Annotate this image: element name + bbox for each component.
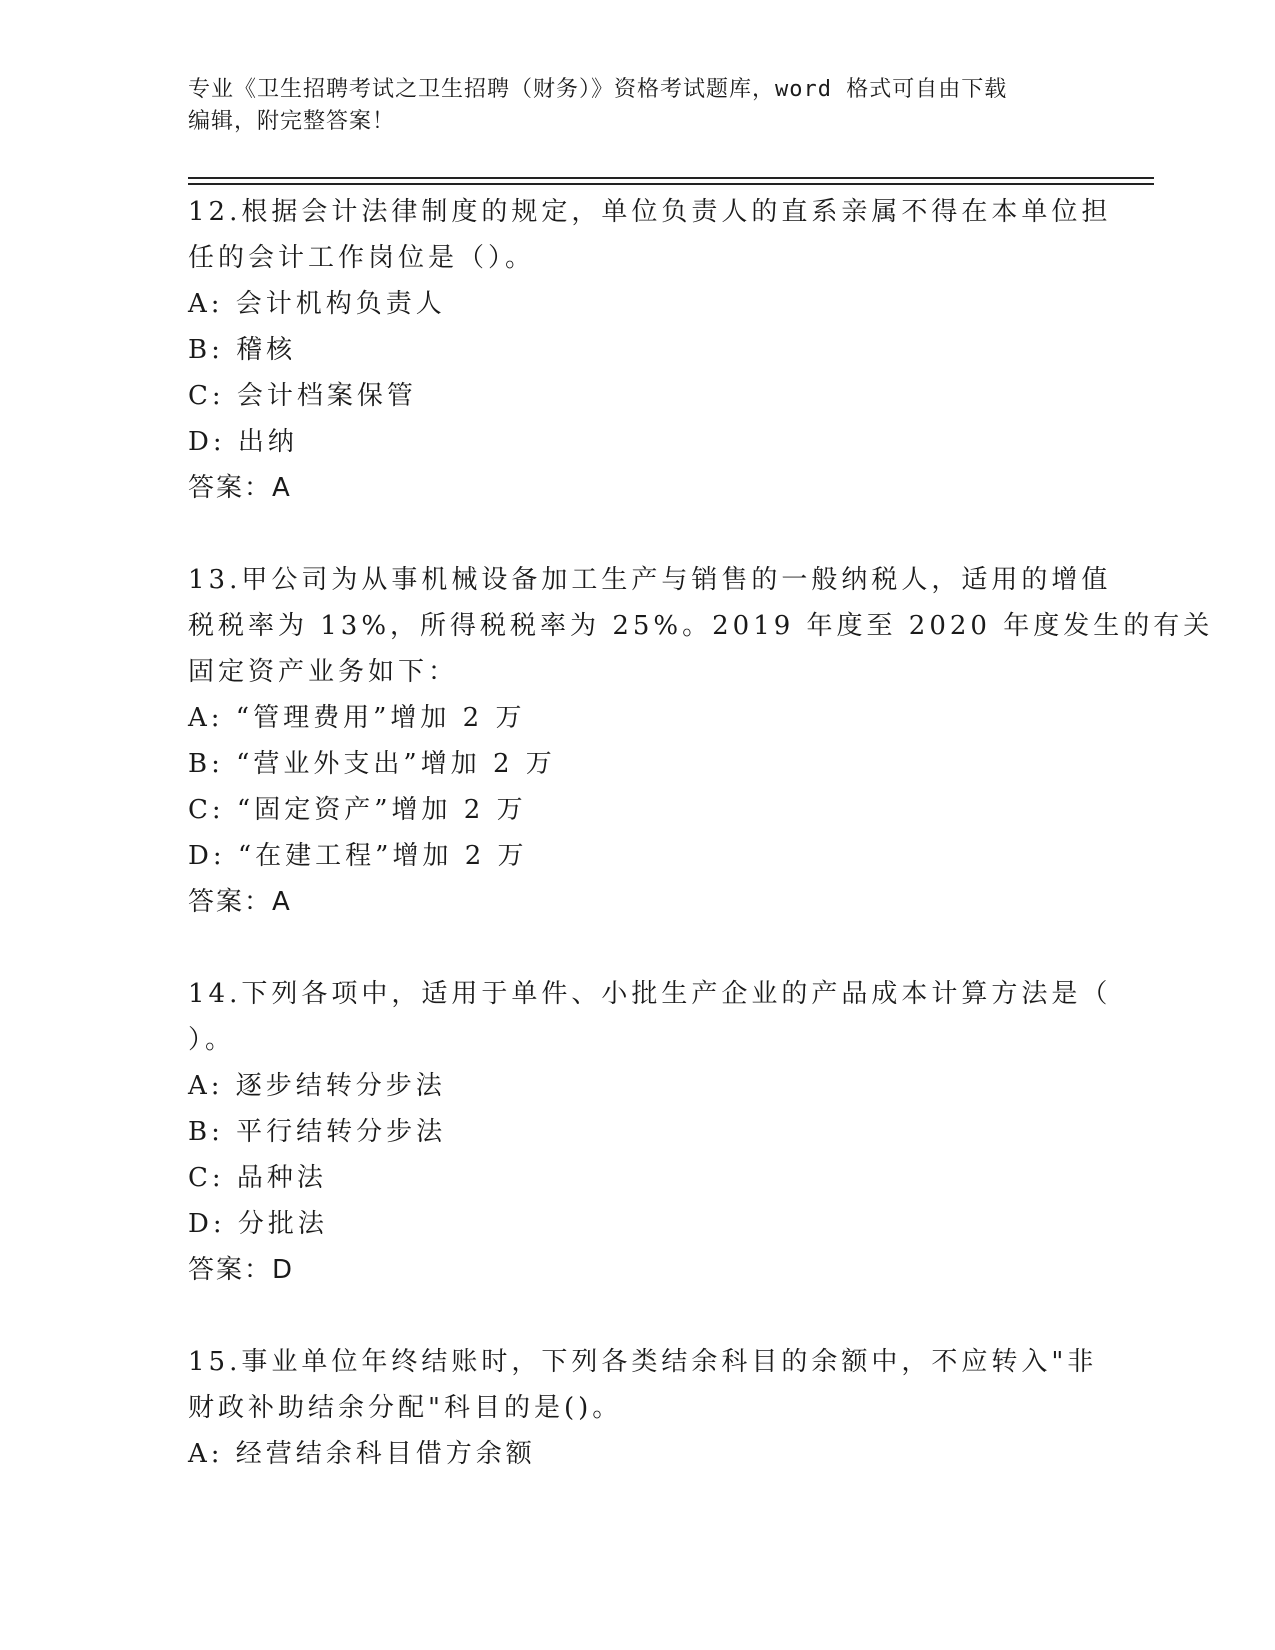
question-stem-line: 15.事业单位年终结账时，下列各类结余科目的余额中，不应转入"非 <box>188 1347 1098 1377</box>
option-b: B: “营业外支出”增加 2 万 <box>188 749 556 779</box>
question-14 <box>188 971 1112 1293</box>
question-spacer <box>188 925 1088 971</box>
option-c: C: “固定资产”增加 2 万 <box>188 795 527 825</box>
question-list <box>188 189 1214 1477</box>
header-divider-bottom <box>188 183 1154 185</box>
header-divider-top <box>188 177 1154 179</box>
option-c: C: 会计档案保管 <box>188 381 417 411</box>
option-a: A: 逐步结转分步法 <box>188 1071 446 1101</box>
option-a: A: “管理费用”增加 2 万 <box>188 703 526 733</box>
option-d: D: 出纳 <box>188 427 298 457</box>
question-13 <box>188 557 1214 925</box>
option-b: B: 稽核 <box>188 335 297 365</box>
header-line-2: 编辑，附完整答案！ <box>188 109 396 134</box>
question-stem-line: 固定资产业务如下： <box>188 657 459 687</box>
option-d: D: “在建工程”增加 2 万 <box>188 841 528 871</box>
document-header <box>188 74 1068 138</box>
option-a: A: 经营结余科目借方余额 <box>188 1439 536 1469</box>
option-a: A: 会计机构负责人 <box>188 289 446 319</box>
question-spacer <box>188 1293 1088 1339</box>
option-d: D: 分批法 <box>188 1209 328 1239</box>
question-12 <box>188 189 1112 511</box>
question-stem-line: 财政补助结余分配"科目的是()。 <box>188 1393 623 1423</box>
question-spacer <box>188 511 1088 557</box>
question-stem-line: 税税率为 13%，所得税税率为 25%。2019 年度至 2020 年度发生的有关 <box>188 611 1214 641</box>
option-c: C: 品种法 <box>188 1163 327 1193</box>
answer: 答案：A <box>188 473 292 503</box>
question-15 <box>188 1339 1098 1477</box>
answer: 答案：D <box>188 1255 295 1285</box>
option-b: B: 平行结转分步法 <box>188 1117 447 1147</box>
answer: 答案：A <box>188 887 292 917</box>
question-stem-line: 12.根据会计法律制度的规定，单位负责人的直系亲属不得在本单位担 <box>188 197 1112 227</box>
question-stem-line: 14.下列各项中，适用于单件、小批生产企业的产品成本计算方法是（ <box>188 979 1112 1009</box>
question-stem-line: ）。 <box>188 1025 236 1055</box>
header-line-1: 专业《卫生招聘考试之卫生招聘（财务）》资格考试题库，word 格式可自由下载 <box>188 77 1008 102</box>
question-stem-line: 13.甲公司为从事机械设备加工生产与销售的一般纳税人，适用的增值 <box>188 565 1112 595</box>
question-stem-line: 任的会计工作岗位是（）。 <box>188 243 536 273</box>
